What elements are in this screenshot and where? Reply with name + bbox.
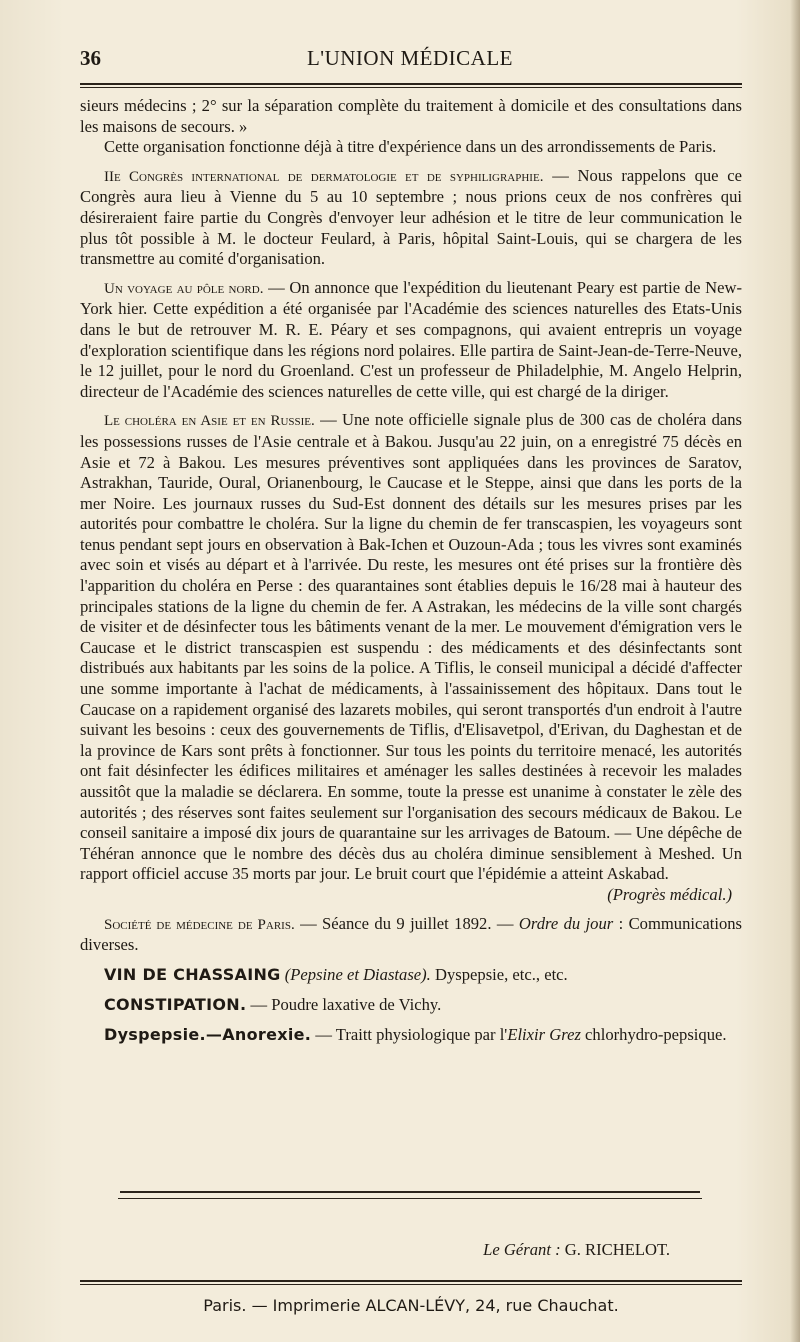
paragraph-text: — Une note officielle signale plus de 300 cas de choléra dans les possessions russes de l'Asie centrale et à Bakou. Jusqu'au 22 juin, on a enregistré 75 décès en Asie et 72 à Bakou. Les mesures préventives sont appliquées dans les provinces de Saratov, Astrakhan, Tauride, Oural, Orianenbourg, le Caucase et le Steppe, ainsi que dans les ports de la mer Noire. Les journaux russes du Sud-Est donnent des détails sur les mesures prises par les autorités pour combattre le choléra. Sur la ligne du chemin de fer transcaspien, les voyageurs sont tenus pendant sept jours en observation à Bak-Ichen et Ouzoun-Ada ; tous les vivres sont examinés avec soin et visés au départ et à l'arrivée. Du reste, les mesures ont été prises sur la frontière dès l'apparition du choléra en Perse : des quarantaines sont établies depuis le 16/28 mai à hauteur des principales stations de la ligne du chemin de fer. A Astrakan, les médecins de la ville sont chargés de visiter et de désinfecter tous les bâtiments venant de la mer. Le mouvement d'émigration vers le Caucase et le district transcaspien est suspendu : des médicaments et des désinfectants sont distribués aux habitants par les soins de la police. A Tiflis, le conseil municipal a décidé d'affecter une somme importante à l'achat de médicaments, à l'assainissement des hôpitaux. Dans tout le Caucase on a rapidement organisé des lazarets mobiles, qui seront transportés d'un endroit à l'autre suivant les besoins : ceux des gouvernements de Tiflis, d'Elisavetpol, d'Erivan, du Daghestan et de la province de Kars sont prêts à fonctionner. Sur tous les points du territoire menacé, les autorités ont fait désinfecter les édifices militaires et aménager les salles destinées à recevoir les malades aussitôt que la maladie se déclarera. En somme, toute la presse est unanime à constater le zèle des autorités ; des réserves sont faites seulement sur l'organisation des secours médicaux de Bakou. Le conseil sanitaire a imposé dix jours de quarantaine sur les arrivages de Batoum. — Une dépêche de Téhéran annonce que le nombre des décès dus au choléra diminue sensiblement à Meshed. Un rapport officiel accuse 35 morts par jour. Le bruit court que l'épidémie a atteint Askabad. xyxy=(80,410,742,884)
signature-name: G. RICHELOT. xyxy=(564,1240,670,1259)
section-heading: IIe Congrès international de dermatologie et de syphiligraphie. xyxy=(104,168,544,185)
running-title: L'UNION MÉDICALE xyxy=(306,46,513,70)
paragraph-text: — Séance du 9 juillet 1892. — xyxy=(294,913,519,933)
paragraph-medical-society xyxy=(80,914,742,956)
advert-heading: Dyspepsie.—Anorexie. xyxy=(104,1024,312,1044)
advert-product: Elixir Grez xyxy=(507,1024,581,1044)
advert-text: Dyspepsie, etc., etc. xyxy=(430,964,568,984)
section-heading: Un voyage au pôle nord. xyxy=(104,280,264,297)
agenda-label: Ordre du jour xyxy=(518,913,614,933)
header-rule xyxy=(80,83,742,88)
divider-rule xyxy=(118,1198,702,1199)
page-header xyxy=(80,46,740,76)
paragraph-dermatology-congress xyxy=(80,166,742,270)
section-heading: Société de médecine de Paris. xyxy=(104,916,295,933)
paragraph-text: — On annonce que l'expédition du lieutenant Peary est partie de New-York hier. Cette expédition a été organisée par l'Académie des sciences naturelles des Etats-Unis dans le but de retrouver M. R. E. Péary et ses compagnons, qui avaient entrepris un voyage d'exploration scientifique dans les régions nord polaires. Elle partira de Saint-Jean-de-Terre-Neuve, le 12 juillet, pour le nord du Groenland. C'est un professeur de Philadelphie, M. Angelo Helprin, directeur de l'Académie des sciences naturelles de cette ville, qui est chargé de la diriger. xyxy=(80,277,742,401)
page-edge-shadow xyxy=(790,0,800,1342)
advert-vin-chassaing xyxy=(80,964,742,986)
section-heading: Le choléra en Asie et en Russie. xyxy=(104,413,315,430)
advert-dyspepsie xyxy=(80,1024,742,1046)
advert-text: — Traitt physiologique par l' xyxy=(311,1024,508,1044)
footer-rule xyxy=(80,1280,742,1285)
advert-text: chlorhydro-pepsique. xyxy=(580,1024,727,1044)
source-credit: (Progrès médical.) xyxy=(607,884,732,904)
signature-line xyxy=(80,1240,670,1260)
divider-rule xyxy=(120,1191,700,1193)
paragraph-cholera xyxy=(80,410,742,885)
advert-subtitle: (Pepsine et Diastase). xyxy=(284,964,431,984)
paragraph-text: — Nous rappelons que ce Congrès aura lieu à Vienne du 5 au 10 septembre ; nous prions ceux de nos confrères qui désireraient faire partie du Congrès d'envoyer leur adhésion et le titre de leur communication le plus tôt possible à M. le docteur Feulard, à Paris, hôpital Saint-Louis, qui se chargera de les transmettre au comité d'organisation. xyxy=(80,165,743,269)
advert-constipation xyxy=(80,994,742,1016)
signature-label: Le Gérant : xyxy=(483,1240,561,1259)
advert-text: — Poudre laxative de Vichy. xyxy=(246,994,442,1014)
paragraph-text: : Communications diverses. xyxy=(80,913,742,955)
page-number: 36 xyxy=(80,46,101,70)
advert-heading: CONSTIPATION. xyxy=(104,994,247,1014)
paragraph-organisation: Cette organisation fonctionne déjà à titre d'expérience dans un des arrondissements de Paris. xyxy=(104,137,717,157)
advert-heading: VIN DE CHASSAING xyxy=(104,964,281,984)
article-body xyxy=(80,96,742,1046)
printer-imprint: Paris. — Imprimerie ALCAN-LÉVY, 24, rue Chauchat. xyxy=(203,1296,619,1315)
paragraph-continuation: sieurs médecins ; 2° sur la séparation complète du traitement à domicile et des consultations dans les maisons de secours. » xyxy=(80,96,742,136)
paragraph-north-pole xyxy=(80,278,742,403)
